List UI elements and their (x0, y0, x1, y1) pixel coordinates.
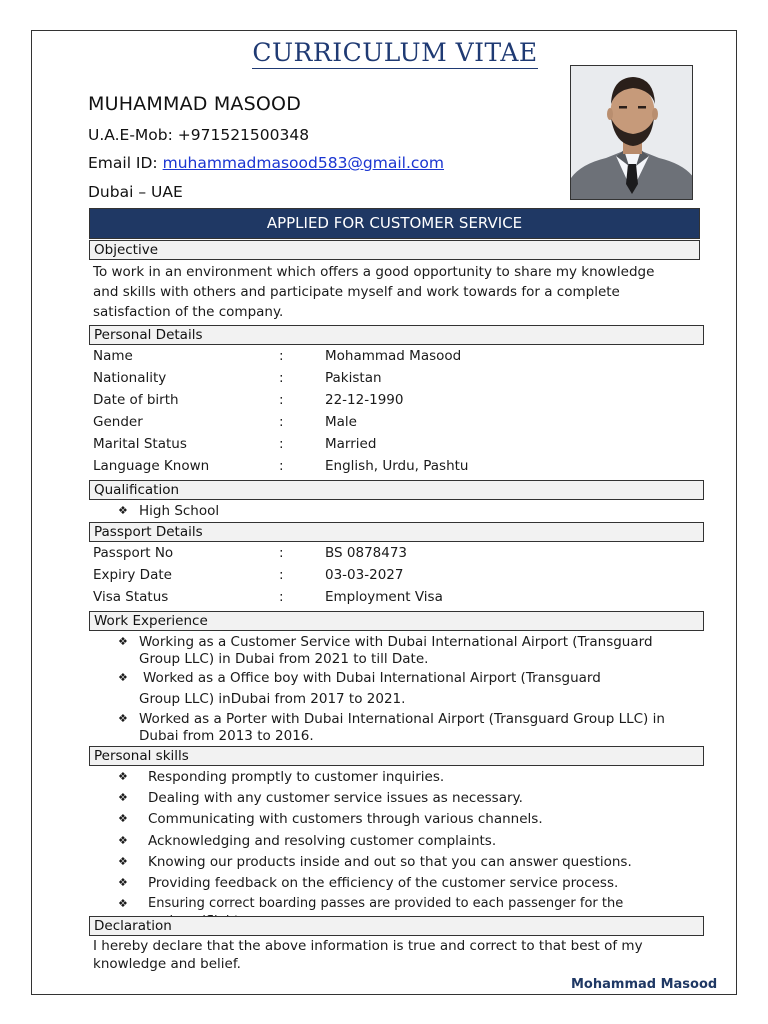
declaration-line: I hereby declare that the above information is true and correct to that best of my (93, 938, 643, 954)
detail-separator: : (279, 458, 284, 474)
detail-value: English, Urdu, Pashtu (325, 458, 469, 474)
detail-row-nationality (93, 367, 693, 389)
detail-value: 22-12-1990 (325, 392, 404, 408)
detail-row-gender (93, 411, 693, 433)
diamond-bullet-icon: ❖ (118, 712, 128, 725)
detail-value: Mohammad Masood (325, 348, 462, 364)
email-label: Email ID: (88, 154, 163, 172)
mobile-number: U.A.E-Mob: +971521500348 (88, 126, 310, 144)
location: Dubai – UAE (88, 183, 183, 201)
applied-for-banner: APPLIED FOR CUSTOMER SERVICE (89, 208, 700, 239)
section-objective: Objective (89, 240, 700, 260)
objective-line: To work in an environment which offers a good opportunity to share my knowledge (93, 264, 655, 280)
passport-row-number (93, 542, 693, 564)
section-qualification: Qualification (89, 480, 704, 500)
detail-separator: : (279, 436, 284, 452)
detail-value: Male (325, 414, 357, 430)
detail-label: Marital Status (93, 436, 187, 452)
email-line (88, 154, 444, 172)
detail-separator: : (279, 348, 284, 364)
detail-value: Pakistan (325, 370, 382, 386)
diamond-bullet-icon: ❖ (118, 791, 128, 804)
detail-row-dob (93, 389, 693, 411)
objective-line: satisfaction of the company. (93, 304, 284, 320)
declaration-text (93, 937, 693, 973)
detail-separator: : (279, 589, 284, 605)
skill-item: ❖ Communicating with customers through various channels. (118, 811, 543, 827)
detail-row-languages (93, 455, 693, 477)
detail-value: Employment Visa (325, 589, 443, 605)
detail-label: Visa Status (93, 589, 169, 605)
detail-label: Language Known (93, 458, 210, 474)
detail-value: BS 0878473 (325, 545, 408, 561)
work-item: ❖ Worked as a Porter with Dubai International Airport (Transguard Group LLC) in Dubai from 2013 to 2016. (118, 711, 665, 744)
skill-item: ❖ Ensuring correct boarding passes are provided to each passenger for the (118, 896, 624, 911)
section-personal-details: Personal Details (89, 325, 704, 345)
detail-label: Date of birth (93, 392, 179, 408)
section-work-experience: Work Experience (89, 611, 704, 631)
diamond-bullet-icon: ❖ (118, 812, 128, 825)
objective-text (93, 262, 693, 322)
diamond-bullet-icon: ❖ (118, 504, 128, 517)
work-item: ❖ Worked as a Office boy with Dubai International Airport (Transguard Group LLC) inDubai from 2017 to 2021. (118, 670, 601, 707)
declaration-line: knowledge and belief. (93, 956, 241, 972)
detail-separator: : (279, 392, 284, 408)
detail-value: Married (325, 436, 377, 452)
skill-item: ❖ Knowing our products inside and out so that you can answer questions. (118, 854, 632, 870)
document-title: CURRICULUM VITAE (252, 38, 538, 67)
detail-row-name (93, 345, 693, 367)
detail-value: 03-03-2027 (325, 567, 404, 583)
diamond-bullet-icon: ❖ (118, 834, 128, 847)
section-declaration: Declaration (89, 916, 704, 936)
diamond-bullet-icon: ❖ (118, 876, 128, 889)
detail-separator: : (279, 370, 284, 386)
detail-label: Nationality (93, 370, 167, 386)
section-personal-skills: Personal skills (89, 746, 704, 766)
detail-label: Passport No (93, 545, 174, 561)
detail-label: Gender (93, 414, 143, 430)
detail-separator: : (279, 414, 284, 430)
work-item: ❖ Working as a Customer Service with Dubai International Airport (Transguard Group LLC) in Dubai from 2021 to till Date. (118, 634, 653, 667)
email-link[interactable]: muhammadmasood583@gmail.com (162, 154, 445, 172)
skill-item: ❖ Dealing with any customer service issues as necessary. (118, 790, 523, 806)
detail-separator: : (279, 567, 284, 583)
diamond-bullet-icon: ❖ (118, 855, 128, 868)
diamond-bullet-icon: ❖ (118, 671, 128, 684)
diamond-bullet-icon: ❖ (118, 897, 128, 910)
objective-line: and skills with others and participate myself and work towards for a complete (93, 284, 620, 300)
skill-item: ❖ Providing feedback on the efficiency of the customer service process. (118, 875, 619, 891)
detail-label: Name (93, 348, 133, 364)
skill-item: ❖ Responding promptly to customer inquiries. (118, 769, 445, 785)
passport-row-visa (93, 586, 693, 608)
profile-photo (570, 65, 693, 200)
signature-name: Mohammad Masood (571, 977, 718, 992)
detail-label: Expiry Date (93, 567, 172, 583)
section-passport-details: Passport Details (89, 522, 704, 542)
passport-row-expiry (93, 564, 693, 586)
qualification-item: ❖ High School (118, 503, 220, 519)
detail-row-marital-status (93, 433, 693, 455)
detail-separator: : (279, 545, 284, 561)
diamond-bullet-icon: ❖ (118, 770, 128, 783)
skill-item: ❖ Acknowledging and resolving customer complaints. (118, 833, 497, 849)
applicant-name: MUHAMMAD MASOOD (88, 93, 302, 115)
diamond-bullet-icon: ❖ (118, 635, 128, 648)
